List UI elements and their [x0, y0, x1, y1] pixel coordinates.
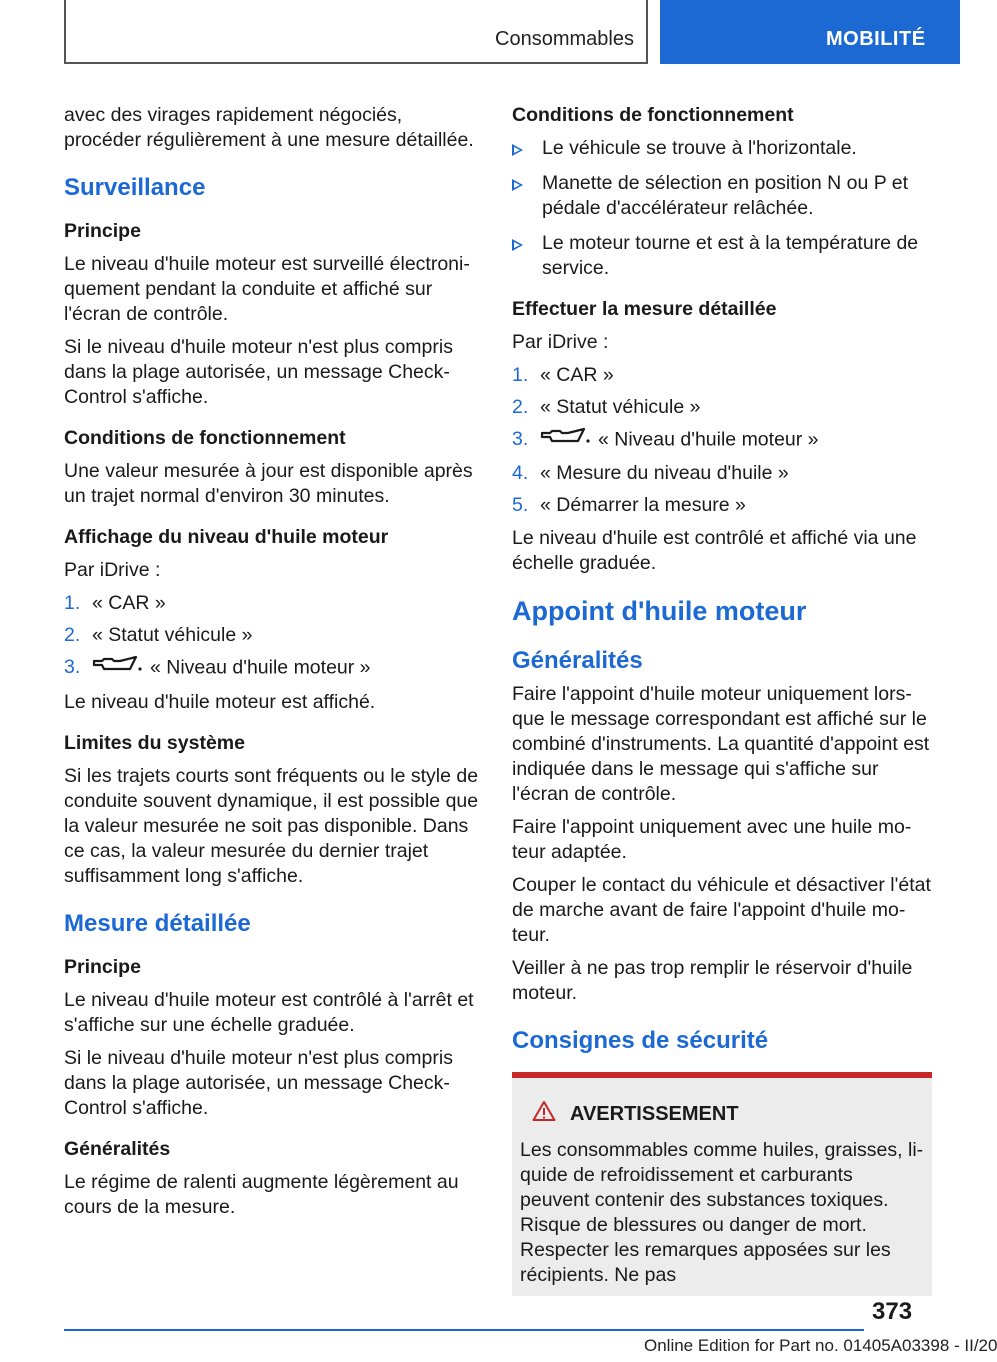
conditions-heading: Conditions de fonctionnement: [64, 427, 346, 449]
generalites-heading: Généralités: [512, 647, 643, 674]
paragraph: Par iDrive :: [512, 331, 609, 353]
affichage-heading: Affichage du niveau d'huile moteur: [64, 526, 389, 548]
bullet-text: Manette de sélection en position N ou P et pédale d'accélérateur relâchée.: [542, 172, 909, 219]
effectuer-heading: Effectuer la mesure détaillée: [512, 298, 777, 320]
idrive-steps: [64, 591, 484, 682]
step-text: « Démarrer la mesure »: [540, 494, 746, 516]
list-item: [512, 461, 932, 486]
triangle-bullet-icon: [512, 179, 523, 191]
bullet-text: Le véhicule se trouve à l'horizontale.: [542, 137, 857, 159]
step-number: 2.: [64, 624, 81, 646]
page-number: 373: [872, 1298, 913, 1325]
step-text: « CAR »: [540, 364, 614, 386]
warning-title-text: AVERTISSEMENT: [570, 1102, 739, 1125]
step-number: 3.: [64, 656, 81, 678]
paragraph: Par iDrive :: [64, 559, 161, 581]
limites-heading: Limites du système: [64, 732, 245, 754]
paragraph: Si le niveau d'huile moteur n'est plus compris dans la plage autorisée, un message Check-Control s'affiche.: [64, 1047, 453, 1119]
list-item: [512, 363, 932, 388]
paragraph: Une valeur mesurée à jour est disponible après un trajet normal d'environ 30 minutes.: [64, 460, 473, 507]
appoint-heading: Appoint d'huile moteur: [512, 596, 807, 626]
warning-box: [512, 1072, 932, 1296]
paragraph: Si le niveau d'huile moteur n'est plus compris dans la plage autorisée, un message Check-Control s'affiche.: [64, 336, 453, 408]
paragraph: Faire l'appoint uniquement avec une huile moteur adaptée.: [512, 816, 912, 863]
warning-triangle-icon: [532, 1100, 556, 1128]
list-item: [512, 493, 932, 518]
intro-text: avec des virages rapidement négociés, procéder régulièrement à une mesure détaillée.: [64, 104, 474, 151]
triangle-bullet-icon: [512, 144, 523, 156]
right-column: [512, 103, 932, 1296]
step-number: 5.: [512, 494, 529, 516]
chapter-tab: [660, 0, 960, 64]
paragraph: Le niveau d'huile moteur est affiché.: [64, 691, 376, 713]
list-item: [512, 171, 932, 221]
warning-text: Les consommables comme huiles, graisses, liquide de refroidissement et carburants peuvent contenir des substances toxiques. Risque de blessures ou danger de mort. Respecter les remarques apposées sur les récipients. Ne pas: [520, 1139, 924, 1286]
step-number: 2.: [512, 396, 529, 418]
edition-text: Online Edition for Part no. 01405A03398 - II/20: [644, 1336, 997, 1355]
warning-title: [520, 1100, 924, 1128]
left-column: [64, 103, 484, 1228]
step-text: « Niveau d'huile moteur »: [150, 656, 371, 679]
list-item: [64, 623, 484, 648]
paragraph: Veiller à ne pas trop remplir le réservoir d'huile moteur.: [512, 957, 913, 1004]
oil-can-icon: [540, 427, 592, 454]
section-tab: [64, 0, 648, 64]
step-text: « Mesure du niveau d'huile »: [540, 462, 789, 484]
conditions-list: [512, 136, 932, 281]
list-item: [512, 231, 932, 281]
conditions-heading: Conditions de fonctionnement: [512, 104, 794, 126]
paragraph: Le niveau d'huile est contrôlé et affiché via une échelle graduée.: [512, 527, 917, 574]
list-item: [64, 655, 484, 682]
paragraph: Couper le contact du véhicule et désactiver l'état de marche avant de faire l'appoint d'huile moteur.: [512, 874, 931, 946]
consignes-heading: Consignes de sécurité: [512, 1027, 769, 1054]
step-text: « CAR »: [92, 592, 166, 614]
step-number: 4.: [512, 462, 529, 484]
paragraph: Le niveau d'huile moteur est surveillé électroniquement pendant la conduite et affiché sur l'écran de contrôle.: [64, 253, 470, 325]
step-text: « Statut véhicule »: [92, 624, 253, 646]
surveillance-heading: Surveillance: [64, 174, 206, 201]
step-number: 3.: [512, 428, 529, 450]
step-text: « Statut véhicule »: [540, 396, 701, 418]
list-item: [64, 591, 484, 616]
section-label: Consommables: [495, 28, 634, 50]
list-item: [512, 136, 932, 161]
paragraph: Le niveau d'huile moteur est contrôlé à l'arrêt et s'affiche sur une échelle graduée.: [64, 989, 474, 1036]
list-item: [512, 395, 932, 420]
oil-can-icon: [92, 655, 144, 682]
step-number: 1.: [512, 364, 529, 386]
step-number: 1.: [64, 592, 81, 614]
list-item: [512, 427, 932, 454]
generalites-heading: Généralités: [64, 1138, 171, 1160]
footer-divider: [64, 1329, 864, 1331]
mesure-heading: Mesure détaillée: [64, 910, 251, 937]
principe-heading: Principe: [64, 956, 141, 978]
chapter-label: MOBILITÉ: [826, 28, 926, 50]
paragraph: Si les trajets courts sont fréquents ou le style de conduite souvent dynamique, il est possible que la valeur mesurée ne soit pas disponible. Dans ce cas, la valeur mesurée du dernier trajet suffisamment long s'affiche.: [64, 765, 479, 887]
principe-heading: Principe: [64, 220, 141, 242]
triangle-bullet-icon: [512, 239, 523, 251]
paragraph: Le régime de ralenti augmente légèrement au cours de la mesure.: [64, 1171, 459, 1218]
idrive-steps: [512, 363, 932, 518]
page-header: [0, 0, 960, 66]
paragraph: Faire l'appoint d'huile moteur uniquement lorsque le message correspondant est affiché sur le combiné d'instruments. La quantité d'appoint est indiquée dans le message qui s'affiche sur l'écran de contrôle.: [512, 683, 930, 805]
bullet-text: Le moteur tourne et est à la température de service.: [542, 232, 919, 279]
step-text: « Niveau d'huile moteur »: [598, 428, 819, 451]
